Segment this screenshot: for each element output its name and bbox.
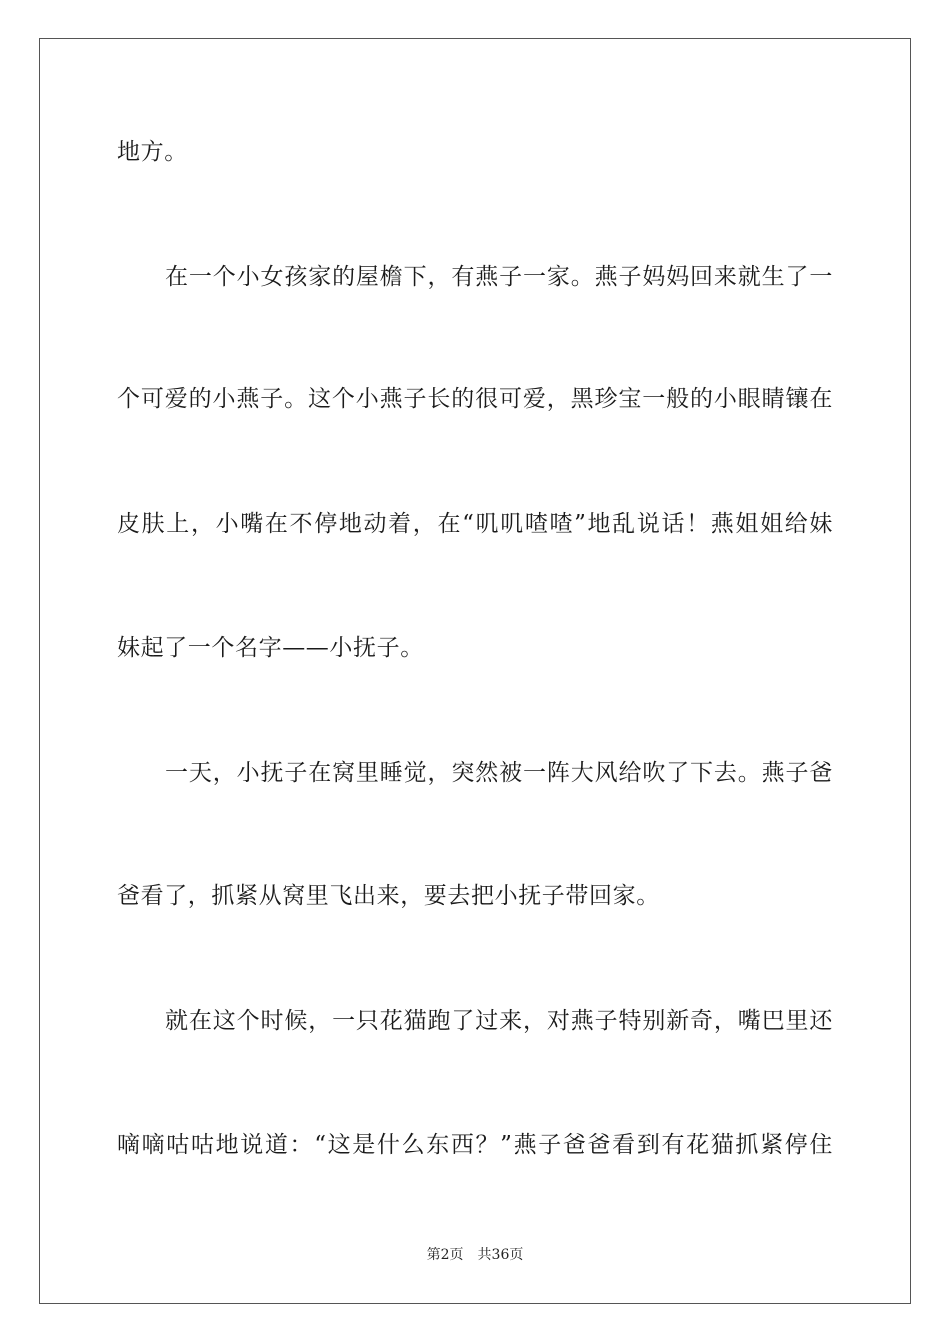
text-line-2: 在一个小女孩家的屋檐下，有燕子一家。燕子妈妈回来就生了一 (165, 264, 833, 290)
text-line-1: 地方。 (117, 139, 188, 165)
text-line-8: 就在这个时候，一只花猫跑了过来，对燕子特别新奇，嘴巴里还 (165, 1008, 833, 1034)
text-line-9: 嘀嘀咕咕地说道：“这是什么东西？”燕子爸爸看到有花猫抓紧停住 (117, 1132, 833, 1158)
text-line-7: 爸看了，抓紧从窝里飞出来，要去把小抚子带回家。 (117, 883, 660, 909)
text-line-5: 妹起了一个名字——小抚子。 (117, 635, 424, 661)
text-line-3: 个可爱的小燕子。这个小燕子长的很可爱，黑珍宝一般的小眼睛镶在 (117, 386, 833, 412)
page-border (39, 38, 911, 1304)
text-line-6: 一天，小抚子在窝里睡觉，突然被一阵大风给吹了下去。燕子爸 (165, 760, 833, 786)
text-line-4: 皮肤上，小嘴在不停地动着，在“叽叽喳喳”地乱说话！燕姐姐给妹 (117, 511, 833, 537)
page-number-footer: 第2页 共36页 (426, 1247, 524, 1263)
